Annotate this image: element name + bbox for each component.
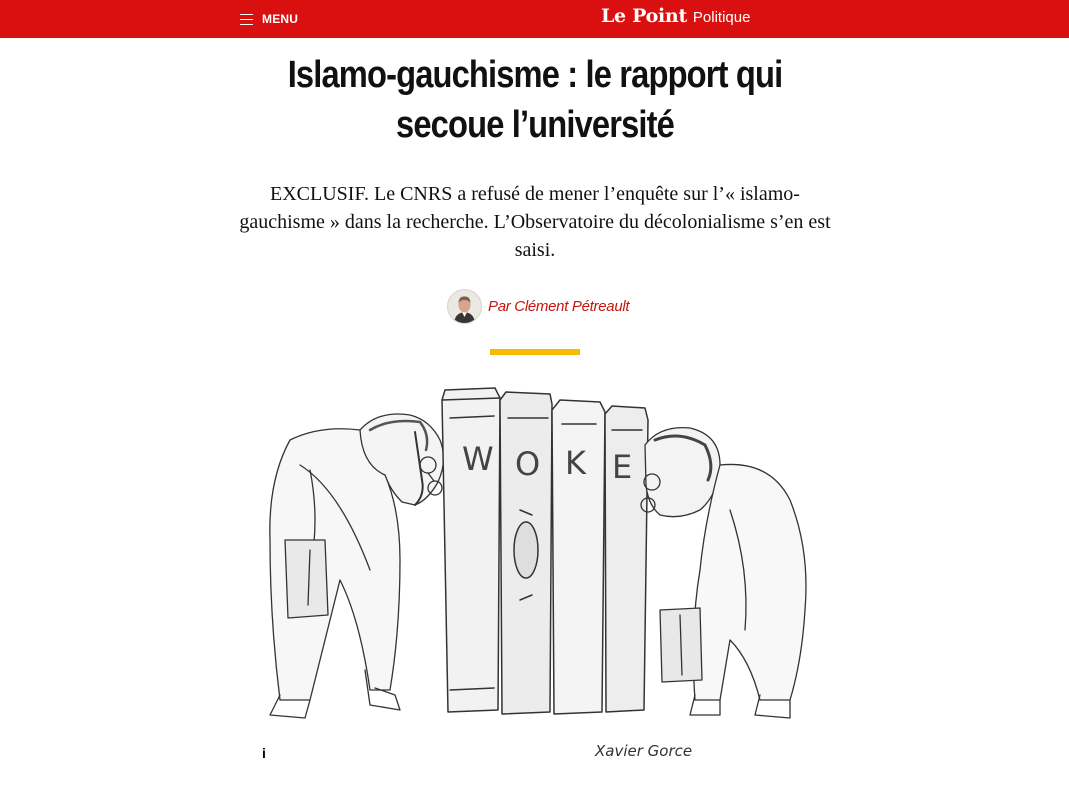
byline bbox=[447, 288, 629, 324]
book-letter-e: E bbox=[612, 448, 633, 486]
menu-button[interactable] bbox=[240, 8, 298, 30]
article-title: Islamo-gauchisme : le rapport qui secoue l’université bbox=[287, 54, 783, 146]
menu-label: MENU bbox=[262, 12, 299, 26]
site-logo[interactable]: Le Point bbox=[601, 5, 687, 27]
menu-icon bbox=[240, 14, 253, 25]
author-link[interactable]: Par Clément Pétreault bbox=[488, 297, 630, 315]
book-letter-k: K bbox=[565, 444, 586, 482]
info-icon[interactable]: i bbox=[262, 745, 266, 761]
book-stack bbox=[442, 388, 648, 714]
book-letter-o: O bbox=[515, 445, 541, 483]
brand bbox=[601, 5, 750, 31]
section-link[interactable]: Politique bbox=[692, 9, 751, 26]
book-letter-w: W bbox=[462, 440, 494, 478]
accent-divider bbox=[490, 349, 580, 355]
left-figure bbox=[270, 414, 444, 718]
illustration bbox=[250, 370, 820, 775]
right-figure bbox=[641, 428, 806, 718]
author-avatar[interactable] bbox=[447, 289, 482, 324]
artist-signature: Xavier Gorce bbox=[595, 742, 693, 760]
article-lead: EXCLUSIF. Le CNRS a refusé de mener l’enquête sur l’« islamo-gauchisme » dans la recherche. L’Observatoire du décolonialisme s’en est saisi. bbox=[239, 183, 831, 261]
top-bar bbox=[0, 0, 1069, 38]
